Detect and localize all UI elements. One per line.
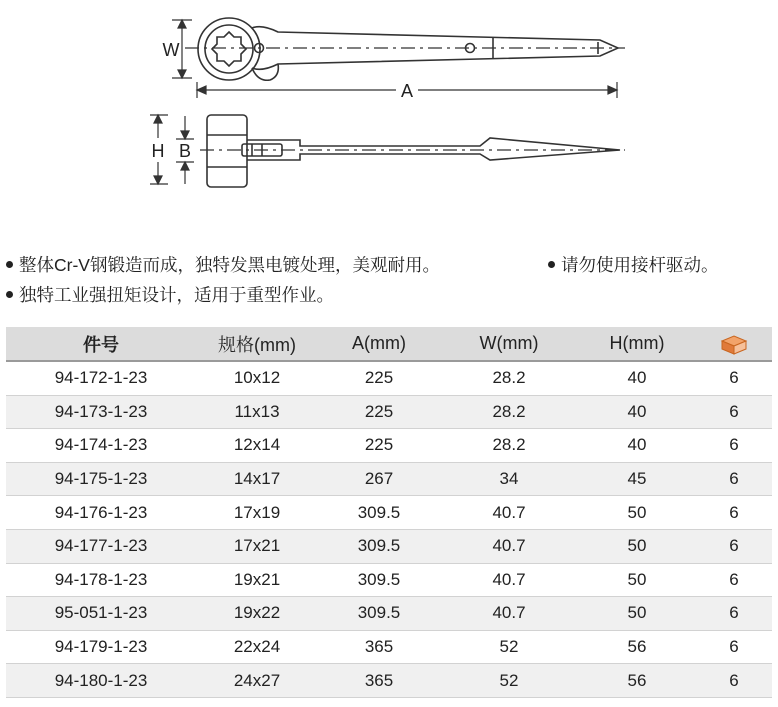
cell-size: 19x21 — [196, 563, 318, 597]
cell-package-qty: 6 — [696, 361, 772, 395]
dim-label-w: W — [162, 40, 180, 60]
cell-package-qty: 6 — [696, 429, 772, 463]
cell-a: 267 — [318, 462, 440, 496]
cell-w: 34 — [440, 462, 578, 496]
table-row — [6, 361, 772, 395]
cell-h: 56 — [578, 664, 696, 698]
cell-size: 11x13 — [196, 395, 318, 429]
table-row — [6, 664, 772, 698]
cell-h: 50 — [578, 496, 696, 530]
cell-w: 40.7 — [440, 597, 578, 631]
ratchet-socket-12pt — [212, 32, 246, 66]
cell-size: 14x17 — [196, 462, 318, 496]
cell-part-no: 94-176-1-23 — [6, 496, 196, 530]
header-size: 规格(mm) — [196, 327, 318, 361]
cell-a: 309.5 — [318, 597, 440, 631]
wrench-technical-drawing — [0, 0, 778, 235]
header-h: H(mm) — [578, 327, 696, 361]
cell-part-no: 94-174-1-23 — [6, 429, 196, 463]
cell-a: 365 — [318, 664, 440, 698]
cell-part-no: 94-180-1-23 — [6, 664, 196, 698]
cell-h: 40 — [578, 361, 696, 395]
cell-h: 56 — [578, 630, 696, 664]
cell-size: 19x22 — [196, 597, 318, 631]
cell-w: 52 — [440, 630, 578, 664]
cell-package-qty: 6 — [696, 496, 772, 530]
table-row — [6, 395, 772, 429]
cell-h: 50 — [578, 529, 696, 563]
cell-size: 22x24 — [196, 630, 318, 664]
cell-part-no: 94-178-1-23 — [6, 563, 196, 597]
table-row — [6, 529, 772, 563]
header-package-qty — [696, 327, 772, 361]
cell-part-no: 94-172-1-23 — [6, 361, 196, 395]
table-row — [6, 429, 772, 463]
feature-text-2: 请勿使用接杆驱动。 — [561, 255, 719, 275]
table-header-row — [6, 327, 772, 361]
header-w: W(mm) — [440, 327, 578, 361]
feature-list — [6, 250, 778, 310]
cell-a: 309.5 — [318, 496, 440, 530]
cell-package-qty: 6 — [696, 597, 772, 631]
dim-label-h: H — [151, 141, 165, 161]
cell-w: 28.2 — [440, 395, 578, 429]
cell-package-qty: 6 — [696, 462, 772, 496]
cell-package-qty: 6 — [696, 664, 772, 698]
cell-a: 225 — [318, 429, 440, 463]
cell-h: 40 — [578, 395, 696, 429]
cell-a: 309.5 — [318, 563, 440, 597]
cell-package-qty: 6 — [696, 529, 772, 563]
cell-size: 17x19 — [196, 496, 318, 530]
spec-table — [6, 327, 772, 698]
cell-package-qty: 6 — [696, 563, 772, 597]
table-row — [6, 630, 772, 664]
cell-part-no: 94-173-1-23 — [6, 395, 196, 429]
side-head-block — [207, 115, 247, 187]
header-part-no: 件号 — [6, 327, 196, 361]
cell-w: 40.7 — [440, 529, 578, 563]
table-row — [6, 462, 772, 496]
side-body-outline — [247, 138, 620, 160]
feature-row-1 — [6, 250, 778, 280]
cell-w: 52 — [440, 664, 578, 698]
cell-package-qty: 6 — [696, 630, 772, 664]
ratchet-head-outer — [198, 18, 260, 80]
feature-row-2 — [6, 280, 778, 310]
cell-part-no: 94-177-1-23 — [6, 529, 196, 563]
cell-a: 309.5 — [318, 529, 440, 563]
cell-w: 40.7 — [440, 563, 578, 597]
feature-text-3: 独特工业强扭矩设计，适用于重型作业。 — [19, 285, 334, 305]
cell-a: 225 — [318, 361, 440, 395]
bullet-icon — [6, 261, 13, 268]
table-row — [6, 597, 772, 631]
cell-w: 40.7 — [440, 496, 578, 530]
cell-part-no: 94-175-1-23 — [6, 462, 196, 496]
cell-h: 45 — [578, 462, 696, 496]
bullet-icon — [6, 291, 13, 298]
feature-text-1: 整体Cr-V钢锻造而成，独特发黑电镀处理，美观耐用。 — [19, 255, 440, 275]
cell-size: 17x21 — [196, 529, 318, 563]
cell-part-no: 94-179-1-23 — [6, 630, 196, 664]
cell-package-qty: 6 — [696, 395, 772, 429]
bullet-icon — [548, 261, 555, 268]
cell-a: 225 — [318, 395, 440, 429]
cell-size: 10x12 — [196, 361, 318, 395]
package-box-icon — [719, 333, 749, 355]
cell-w: 28.2 — [440, 429, 578, 463]
header-a: A(mm) — [318, 327, 440, 361]
cell-part-no: 95-051-1-23 — [6, 597, 196, 631]
cell-h: 50 — [578, 563, 696, 597]
cell-h: 50 — [578, 597, 696, 631]
dim-label-b: B — [178, 141, 192, 161]
cell-a: 365 — [318, 630, 440, 664]
cell-w: 28.2 — [440, 361, 578, 395]
table-row — [6, 563, 772, 597]
dim-label-a: A — [400, 81, 414, 101]
feature-note — [548, 250, 719, 280]
table-row — [6, 496, 772, 530]
cell-h: 40 — [578, 429, 696, 463]
cell-size: 24x27 — [196, 664, 318, 698]
cell-size: 12x14 — [196, 429, 318, 463]
